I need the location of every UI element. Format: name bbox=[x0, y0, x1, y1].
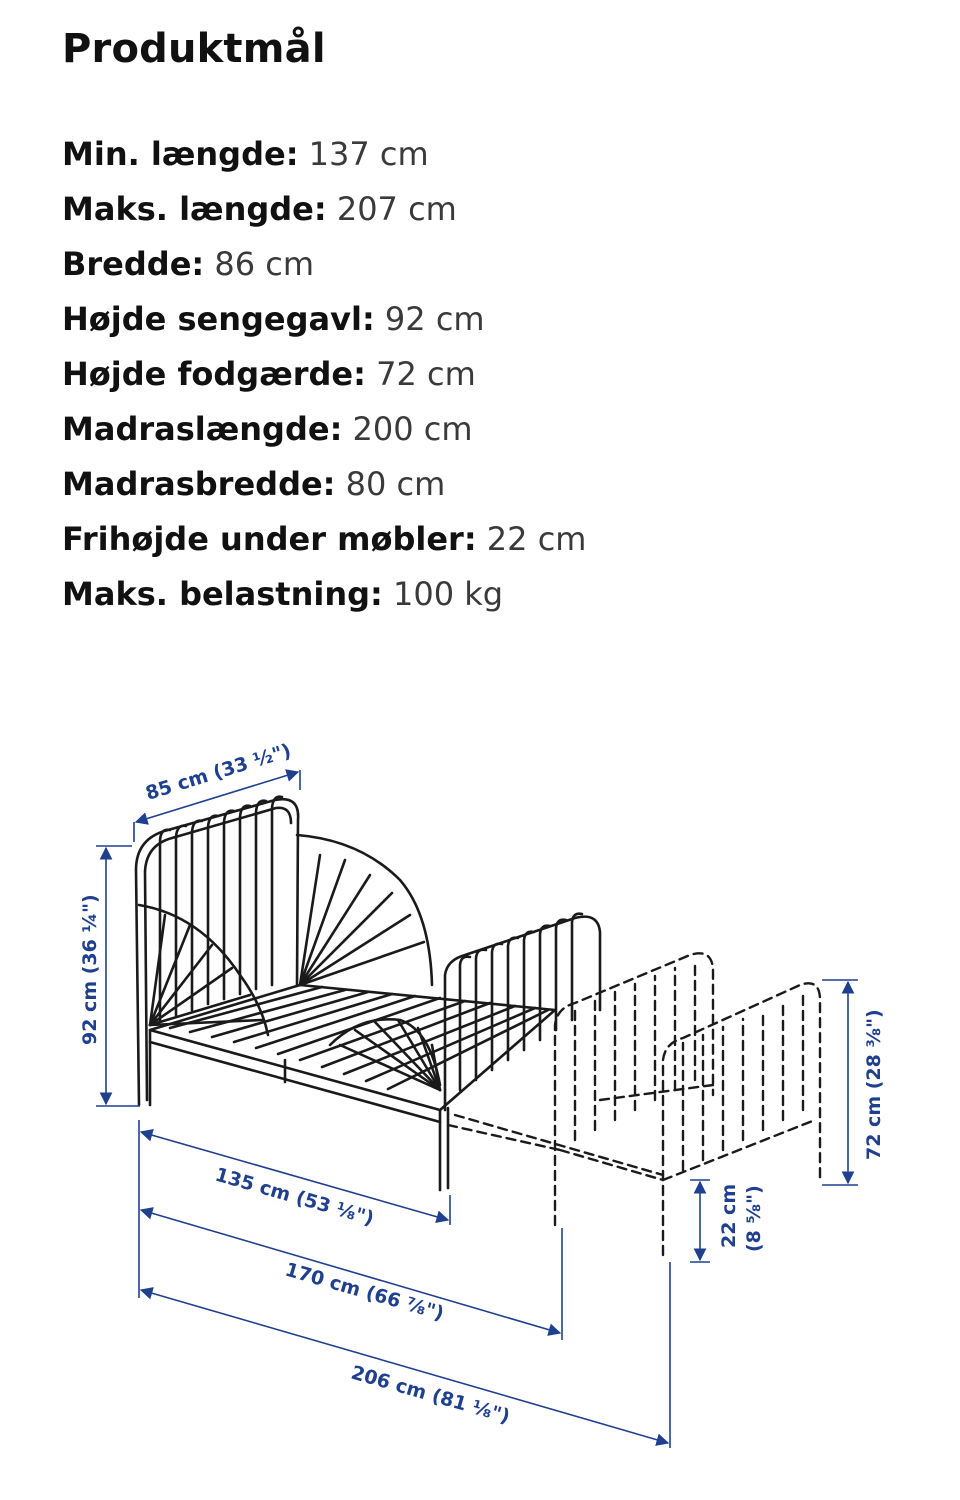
extension-rail-3 bbox=[560, 1150, 663, 1180]
spec-value: 200 cm bbox=[352, 410, 473, 448]
bed-base-outline bbox=[150, 985, 555, 1110]
spec-label: Frihøjde under møbler: bbox=[62, 520, 477, 558]
spec-value: 92 cm bbox=[384, 300, 485, 338]
spec-value: 207 cm bbox=[336, 190, 457, 228]
spec-headboard-height bbox=[62, 292, 586, 347]
extension-rail-2 bbox=[455, 1115, 663, 1175]
extension-rail-4 bbox=[663, 1120, 815, 1180]
mid-length-label: 170 cm (66 ⅞") bbox=[282, 1258, 447, 1325]
spec-label: Bredde: bbox=[62, 245, 205, 283]
spec-value: 86 cm bbox=[214, 245, 315, 283]
spec-max-length bbox=[62, 182, 586, 237]
spec-value: 22 cm bbox=[486, 520, 587, 558]
spec-value: 100 kg bbox=[392, 575, 504, 613]
extension-rail-5 bbox=[600, 1085, 713, 1100]
page-title: Produktmål bbox=[62, 26, 326, 72]
spec-width bbox=[62, 237, 586, 292]
extension-footboard-1-bars bbox=[575, 960, 695, 1140]
footboard-height-label: 72 cm (28 ⅜") bbox=[863, 1009, 885, 1160]
clearance-label-line1: 22 cm bbox=[718, 1183, 740, 1248]
headboard-inner-outline bbox=[145, 808, 291, 1100]
spec-value: 72 cm bbox=[376, 355, 476, 393]
extension-footboard-2-bars bbox=[683, 995, 803, 1170]
spec-label: Madrasbredde: bbox=[62, 465, 336, 503]
spec-label: Højde fodgærde: bbox=[62, 355, 366, 393]
spec-footboard-height bbox=[62, 347, 586, 402]
head-side-sunray bbox=[300, 855, 424, 985]
spec-value: 137 cm bbox=[308, 135, 429, 173]
spec-floor-clearance bbox=[62, 512, 586, 567]
spec-mattress-width bbox=[62, 457, 586, 512]
clearance-label-line2: (8 ⅝") bbox=[743, 1185, 765, 1252]
spec-min-length bbox=[62, 127, 586, 182]
extension-footboard-2 bbox=[663, 983, 820, 1255]
bed-dimension-drawing bbox=[0, 700, 960, 1500]
dimension-spec-list bbox=[62, 127, 586, 622]
max-length-label: 206 cm (81 ⅛") bbox=[348, 1361, 513, 1428]
mid-length-dimension-line bbox=[141, 1210, 560, 1333]
spec-label: Højde sengegavl: bbox=[62, 300, 375, 338]
spec-label: Min. længde: bbox=[62, 135, 299, 173]
spec-label: Madraslængde: bbox=[62, 410, 343, 448]
min-length-label: 135 cm (53 ⅛") bbox=[212, 1163, 377, 1230]
headboard-height-label: 92 cm (36 ¼") bbox=[79, 894, 101, 1045]
width-dimension-label: 85 cm (33 ½") bbox=[143, 739, 294, 805]
bed-frame-illustration bbox=[136, 797, 600, 1190]
spec-label: Maks. belastning: bbox=[62, 575, 383, 613]
spec-label: Maks. længde: bbox=[62, 190, 327, 228]
spec-max-load bbox=[62, 567, 586, 622]
spec-value: 80 cm bbox=[345, 465, 446, 503]
spec-mattress-length bbox=[62, 402, 586, 457]
